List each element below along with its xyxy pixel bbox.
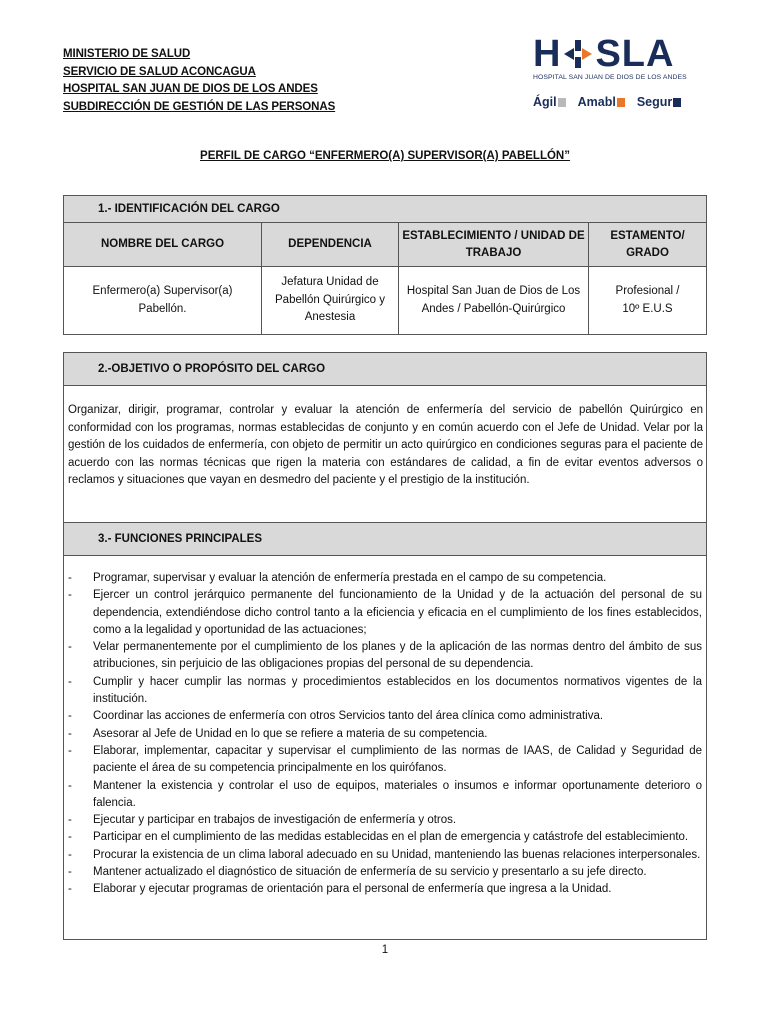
header-line-1: MINISTERIO DE SALUD [63,48,191,60]
list-item: - Mantener la existencia y controlar el uso de equipos, materiales o insumos e informar oportunamente deterioro o falencia. [68,779,702,809]
page-number: 1 [381,944,389,956]
logo-subtitle: HOSPITAL SAN JUAN DE DIOS DE LOS ANDES [533,74,687,81]
list-item: - Mantener actualizado el diagnóstico de situación de enfermería de su servicio y presentarlo a su jefe directo. [68,866,647,879]
logo-letter-h: H [533,33,562,75]
section2-heading: 2.-OBJETIVO O PROPÓSITO DEL CARGO [64,353,706,386]
list-item: - Elaborar, implementar, capacitar y supervisar el cumplimiento de las normas de IAAS, de Calidad y Seguridad de paciente el área de su competencia principalmente en los quirófanos. [68,744,702,775]
list-item: - Participar en el cumplimiento de las medidas establecidas en el plan de emergencia y catástrofe del establecimiento. [68,831,689,844]
tag-amable: Amabl [578,95,625,109]
header-line-2: SERVICIO DE SALUD ACONCAGUA [63,65,256,78]
logo-star-icon [563,39,593,69]
list-item: - Ejecutar y participar en trabajos de investigación de enfermería y otros. [68,814,457,827]
logo-wordmark [533,33,703,75]
tag-seguro: Segur [637,95,681,109]
identification-table [63,195,707,335]
tag-agil: Ágil [533,95,566,109]
col-estamento: ESTAMENTO/ GRADO [589,223,707,267]
section3-heading: 3.- FUNCIONES PRINCIPALES [64,522,706,556]
list-item: - Asesorar al Jefe de Unidad en lo que se refiere a materia de su competencia. [68,727,488,740]
logo-tagline [533,95,703,109]
value-estamento: Profesional / 10º E.U.S [589,267,707,335]
document-title: PERFIL DE CARGO “ENFERMERO(A) SUPERVISOR(A) PABELLÓN” [200,150,570,162]
list-item: - Procurar la existencia de un clima laboral adecuado en su Unidad, manteniendo las buenas relaciones interpersonales. [68,848,701,861]
section1-heading: 1.- IDENTIFICACIÓN DEL CARGO [64,196,707,223]
list-item: - Coordinar las acciones de enfermería con otros Servicios tanto del área clínica como administrativa. [68,710,604,723]
list-item: - Cumplir y hacer cumplir las normas y procedimientos establecidos en los documentos normativos vigentes de la institución. [68,675,702,706]
logo-letters-sla: SLA [595,33,675,75]
list-item: - Elaborar y ejecutar programas de orientación para el personal de enfermería que ingresa a la Unidad. [68,883,612,896]
col-nombre-cargo: NOMBRE DEL CARGO [64,223,262,267]
header-line-4: SUBDIRECCIÓN DE GESTIÓN DE LAS PERSONAS [63,100,336,113]
value-establecimiento: Hospital San Juan de Dios de Los Andes / Pabellón-Quirúrgico [399,267,589,335]
objective-and-functions-box [63,352,707,940]
col-dependencia: DEPENDENCIA [262,223,399,267]
header-block [63,46,335,116]
col-establecimiento: ESTABLECIMIENTO / UNIDAD DE TRABAJO [399,223,589,267]
list-item: - Velar permanentemente por el cumplimiento de los planes y de la aplicación de las normas dentro del ámbito de sus atribuciones, sin perjuicio de las obligaciones propias del personal de su dependencia. [68,641,702,671]
functions-list [64,556,706,939]
hospital-logo [533,33,703,116]
section2-text: Organizar, dirigir, programar, controlar y evaluar la atención de enfermería del servicio de pabellón Quirúrgico en conformidad con los programas, normas establecidas de conjunto y en común acuerdo con el Jefe de Unidad. Velar por la gestión de los cuidados de enfermería, con objeto de permitir un acto quirúrgico en condiciones seguras para el paciente de acuerdo con las normas técnicas que rigen la materia con estándares de calidad, a fin de evitar eventos adversos o reclamos y situaciones que vayan en desmedro del paciente y el prestigio de la institución. [68,404,703,486]
value-nombre-cargo: Enfermero(a) Supervisor(a) Pabellón. [64,267,262,335]
header-line-3: HOSPITAL SAN JUAN DE DIOS DE LOS ANDES [63,83,318,95]
value-dependencia: Jefatura Unidad de Pabellón Quirúrgico y Anestesia [262,267,399,335]
list-item: - Programar, supervisar y evaluar la atención de enfermería prestada en el campo de su competencia. [68,572,607,584]
list-item: - Ejercer un control jerárquico permanente del funcionamiento de la Unidad y de la actuación del personal de su dependencia, extendiéndose dicho control tanto a la eficiencia y eficacia en el cumplimiento de los fines establecidos, como a la legalidad y oportunidad de las actuaciones; [68,589,702,636]
